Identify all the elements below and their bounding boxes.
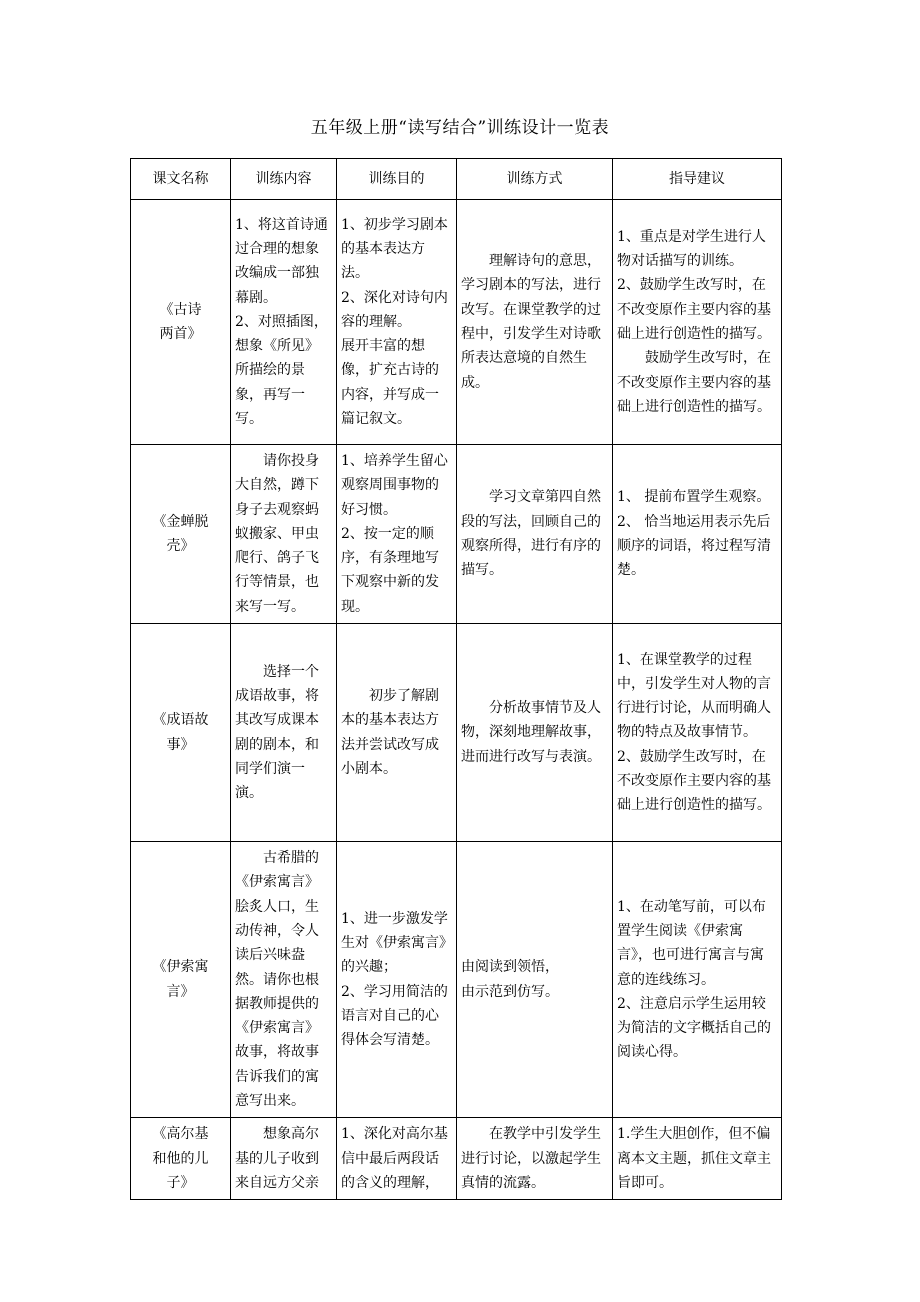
header-training-method: 训练方式 [457,159,613,200]
lesson-name: 《成语故 事》 [131,624,231,842]
table-row [131,445,782,624]
table-row [131,1118,782,1200]
page-title: 五年级上册“读写结合”训练设计一览表 [310,118,610,138]
training-content: 选择一个成语故事，将其改写成课本剧的剧本，和同学们演一演。 [231,624,337,842]
lesson-name: 《金蝉脱 壳》 [131,445,231,624]
training-purpose: 1、深化对高尔基信中最后两段话的含义的理解， [337,1118,457,1200]
training-method: 由阅读到领悟， 由示范到仿写。 [457,842,613,1118]
training-content: 1、将这首诗通过合理的想象改编成一部独幕剧。 2、对照插图，想象《所见》所描绘的景象，再写一写。 [231,200,337,445]
training-content: 古希腊的《伊索寓言》脍炙人口，生动传神，令人读后兴味盎然。请你也根据教师提供的《伊索寓言》故事，将故事告诉我们的寓意写出来。 [231,842,337,1118]
training-method: 在教学中引发学生进行讨论，以激起学生真情的流露。 [457,1118,613,1200]
training-method: 理解诗句的意思，学习剧本的写法，进行改写。在课堂教学的过程中，引发学生对诗歌所表达意境的自然生成。 [457,200,613,445]
table-header-row [131,159,782,200]
guidance-advice: 1、在课堂教学的过程中，引发学生对人物的言行进行讨论，从而明确人物的特点及故事情节。 2、鼓励学生改写时，在不改变原作主要内容的基础上进行创造性的描写。 [613,624,782,842]
guidance-advice: 1.学生大胆创作，但不偏离本文主题，抓住文章主旨即可。 [613,1118,782,1200]
table-row [131,842,782,1118]
guidance-advice: 1、重点是对学生进行人物对话描写的训练。 2、鼓励学生改写时，在不改变原作主要内容的基础上进行创造性的描写。 鼓励学生改写时，在不改变原作主要内容的基础上进行创造性的描写。 [613,200,782,445]
header-training-purpose: 训练目的 [337,159,457,200]
guidance-advice: 1、在动笔写前，可以布置学生阅读《伊索寓言》，也可进行寓言与寓意的连线练习。 2、注意启示学生运用较为简洁的文字概括自己的阅读心得。 [613,842,782,1118]
training-purpose: 1、培养学生留心观察周围事物的好习惯。 2、按一定的顺序，有条理地写下观察中新的发现。 [337,445,457,624]
training-content: 请你投身大自然，蹲下身子去观察蚂蚁搬家、甲虫爬行、鸽子飞行等情景，也来写一写。 [231,445,337,624]
guidance-advice: 1、 提前布置学生观察。 2、 恰当地运用表示先后顺序的词语，将过程写清楚。 [613,445,782,624]
header-guidance-advice: 指导建议 [613,159,782,200]
training-purpose: 1、初步学习剧本的基本表达方法。 2、深化对诗句内容的理解。 展开丰富的想像，扩充古诗的内容，并写成一篇记叙文。 [337,200,457,445]
lesson-name: 《古诗 两首》 [131,200,231,445]
training-design-table [130,158,782,1200]
training-method: 分析故事情节及人物，深刻地理解故事，进而进行改写与表演。 [457,624,613,842]
training-method: 学习文章第四自然段的写法，回顾自己的观察所得，进行有序的描写。 [457,445,613,624]
lesson-name: 《高尔基 和他的儿 子》 [131,1118,231,1200]
training-purpose: 1、进一步激发学生对《伊索寓言》的兴趣； 2、学习用简洁的语言对自己的心得体会写清楚。 [337,842,457,1118]
training-content: 想象高尔基的儿子收到来自远方父亲 [231,1118,337,1200]
table-row [131,200,782,445]
header-training-content: 训练内容 [231,159,337,200]
header-lesson-name: 课文名称 [131,159,231,200]
training-purpose: 初步了解剧本的基本表达方法并尝试改写成小剧本。 [337,624,457,842]
lesson-name: 《伊索寓 言》 [131,842,231,1118]
table-row [131,624,782,842]
